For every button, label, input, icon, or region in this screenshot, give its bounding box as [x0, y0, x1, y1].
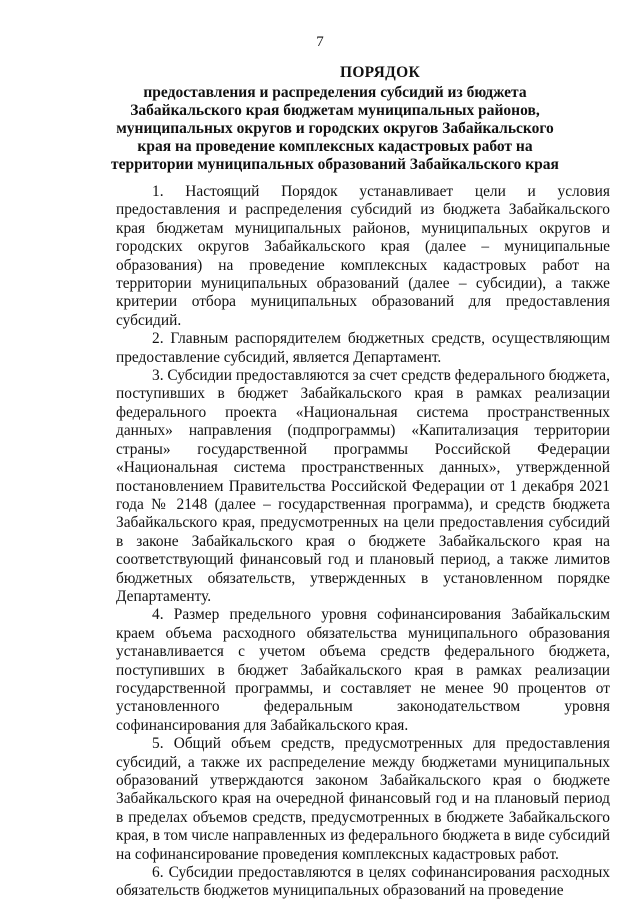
- document-title: ПОРЯДОК: [339, 64, 421, 81]
- paragraph-5: 5. Общий объем средств, предусмотренных для предоставления субсидий, а также их распределение между бюджетами муниципальных образований утверждаются законом Забайкальского края о бюджете Забайкальского края на очередной финансовый год и на плановый период в пределах объемов средств, предусмотренных в бюджете Забайкальского края, в том числе направленных из федерального бюджета в виде субсидий на софинансирование проведения комплексных кадастровых работ.: [116, 735, 611, 863]
- document-subtitle: предоставления и распределения субсидий из бюджета Забайкальского края бюджетам муниципальных районов, муниципальных округов и городских округов Забайкальского края на проведение комплексных кадастровых работ на территории муниципальных образований Забайкальского края: [111, 84, 559, 173]
- paragraph-1: 1. Настоящий Порядок устанавливает цели и условия предоставления и распределения субсидий из бюджета Забайкальского края бюджетам муниципальных районов, муниципальных округов и городских округов Забайкальского края (далее – муниципальные образования) на проведение комплексных кадастровых работ на территории муниципальных образований (далее – субсидии), а также критерии отбора муниципальных образований для предоставления субсидий.: [116, 183, 610, 329]
- paragraph-3: 3. Субсидии предоставляются за счет средств федерального бюджета, поступивших в бюджет Забайкальского края в рамках реализации федерального проекта «Национальная система пространственных данных» направления (подпрограммы) «Капитализация территории страны» государственной программы Российской Федерации «Национальная система пространственных данных», утвержденной постановлением Правительства Российской Федерации от 1 декабря 2021 года № 2148 (далее – государственная программа), и средств бюджета Забайкальского края, предусмотренных на цели предоставления субсидий в законе Забайкальского края о бюджете Забайкальского края на соответствующий финансовый год и плановый период, а также лимитов бюджетных обязательств, утвержденных в установленном порядке Департаменту.: [116, 367, 610, 605]
- paragraph-4: 4. Размер предельного уровня софинансирования Забайкальским краем объема расходного обязательства муниципального образования устанавливается с учетом объема средств федерального бюджета, поступивших в бюджет Забайкальского края в рамках реализации государственной программы, и составляет не менее 90 процентов от установленного федеральным законодательством уровня софинансирования для Забайкальского края.: [116, 606, 610, 734]
- paragraph-6: 6. Субсидии предоставляются в целях софинансирования расходных обязательств бюджетов муниципальных образований на проведение: [116, 864, 610, 900]
- page-number: 7: [316, 34, 324, 50]
- paragraph-2: 2. Главным распорядителем бюджетных средств, осуществляющим предоставление субсидий, является Департамент.: [116, 330, 610, 366]
- document-body: [116, 183, 610, 901]
